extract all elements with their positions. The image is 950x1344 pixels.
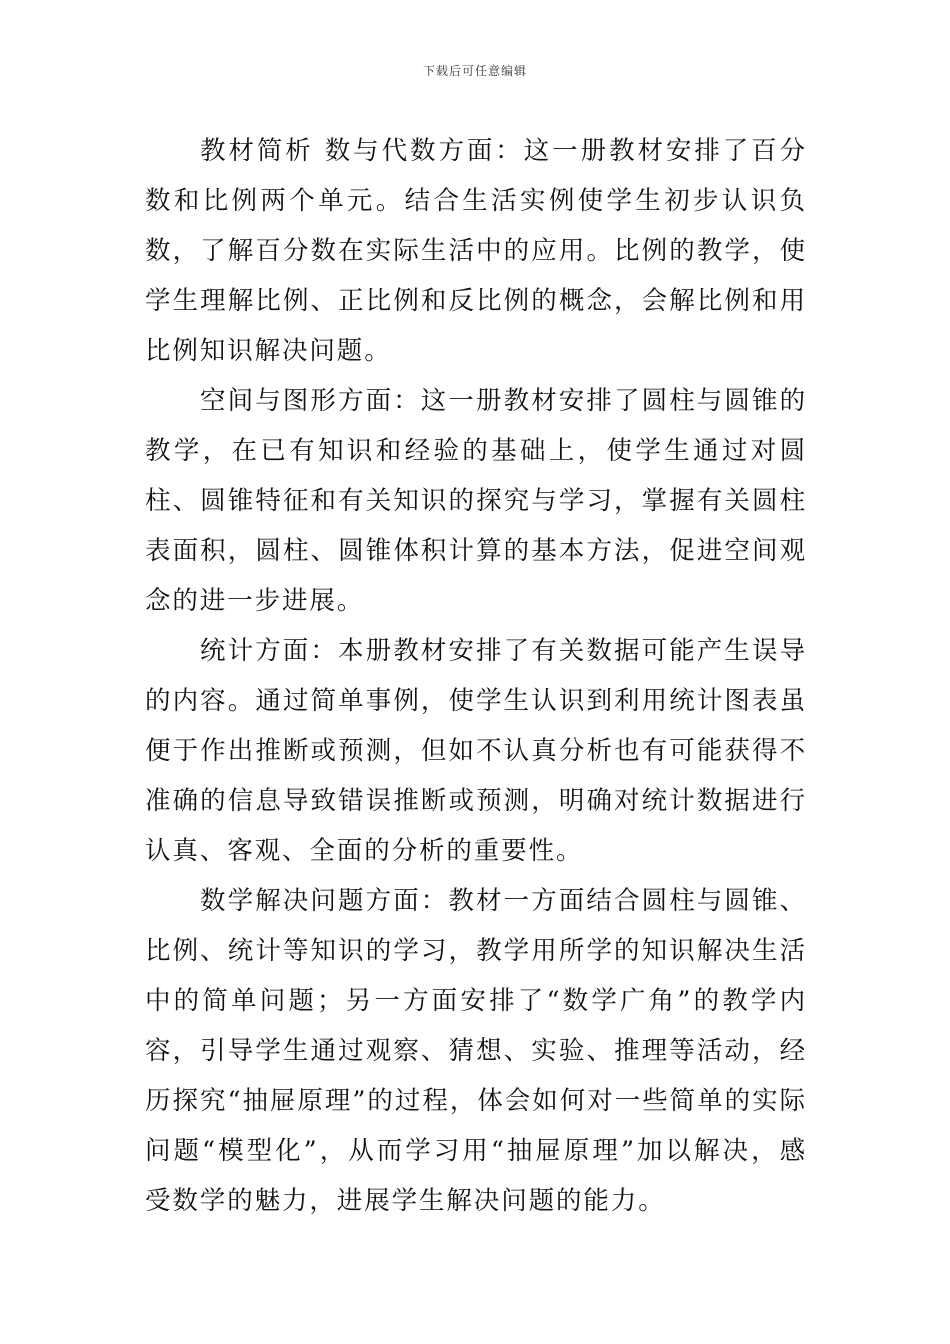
- paragraph-space-shapes: 空间与图形方面：这一册教材安排了圆柱与圆锥的教学，在已有知识和经验的基础上，使学生通过对圆柱、圆锥特征和有关知识的探究与学习，掌握有关圆柱表面积，圆柱、圆锥体积计算的基本方法，促进空间观念的进一步进展。: [145, 386, 807, 616]
- document-body: [145, 126, 807, 1226]
- page-header: 下载后可任意编辑: [422, 64, 527, 78]
- paragraph-problem-solving: 数学解决问题方面：教材一方面结合圆柱与圆锥、比例、统计等知识的学习，教学用所学的知识解决生活中的简单问题；另一方面安排了“数学广角”的教学内容，引导学生通过观察、猜想、实验、推理等活动，经历探究“抽屉原理”的过程，体会如何对一些简单的实际问题“模型化”，从而学习用“抽屉原理”加以解决，感受数学的魅力，进展学生解决问题的能力。: [145, 886, 807, 1216]
- paragraph-statistics: 统计方面：本册教材安排了有关数据可能产生误导的内容。通过简单事例，使学生认识到利用统计图表虽便于作出推断或预测，但如不认真分析也有可能获得不准确的信息导致错误推断或预测，明确对统计数据进行认真、客观、全面的分析的重要性。: [145, 636, 807, 866]
- paragraph-number-algebra: 教材简析 数与代数方面：这一册教材安排了百分数和比例两个单元。结合生活实例使学生初步认识负数，了解百分数在实际生活中的应用。比例的教学，使学生理解比例、正比例和反比例的概念，会解比例和用比例知识解决问题。: [145, 136, 807, 366]
